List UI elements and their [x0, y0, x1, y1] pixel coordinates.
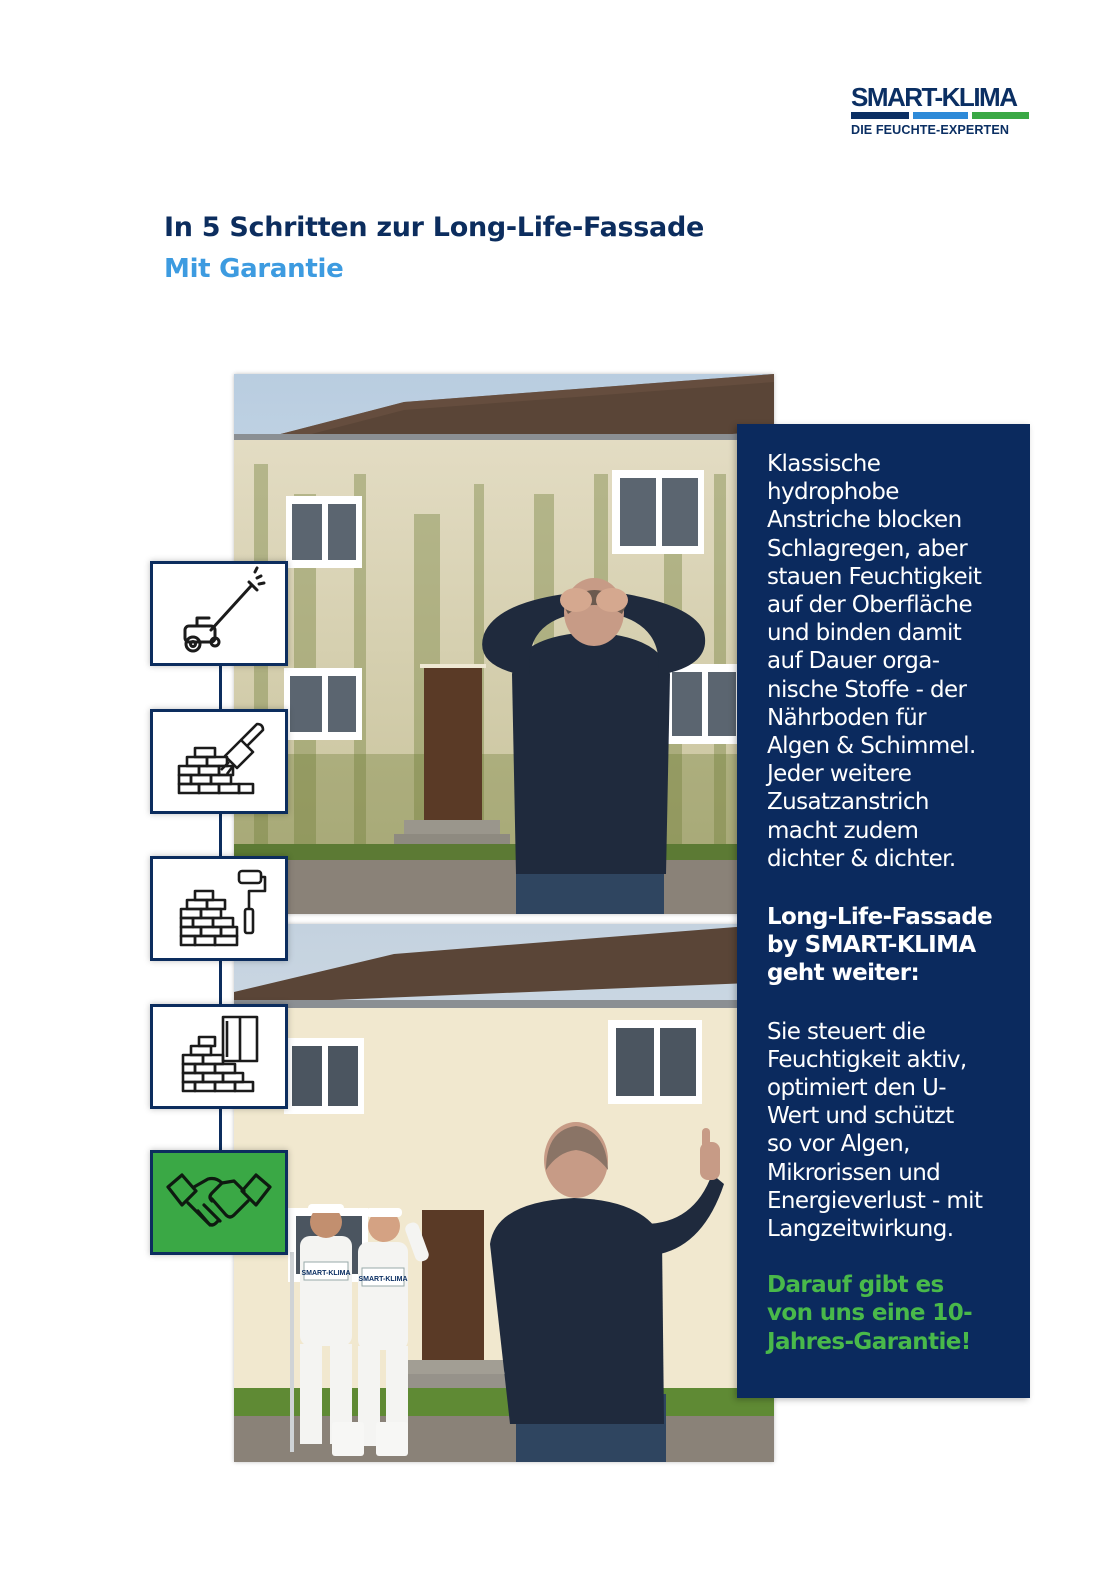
page-title: In 5 Schritten zur Long-Life-Fassade: [164, 212, 705, 243]
logo-bar-green: [972, 112, 1029, 119]
handshake-icon: [164, 1163, 274, 1243]
step-4-window-joints: [150, 1004, 288, 1109]
panel-body-text: Sie steuert die Feuchtigkeit aktiv, optimiert den U- Wert und schützt so vor Algen, Mikrorissen und Energieverlust - mit Langzeitwirkung.: [767, 1018, 983, 1243]
brick-wall-paint-roller-icon: [169, 859, 269, 959]
panel-intro-text: Klassische hydrophobe Anstriche blocken Schlagregen, aber stauen Feuchtigkeit auf der Oberfläche und binden damit auf Dauer orga- nische Stoffe - der Nährboden für Algen & Schimmel. Jeder weitere Zusatzanstrich macht zudem dichter & dichter.: [767, 451, 982, 872]
panel-guarantee-text: Darauf gibt es von uns eine 10- Jahres-Garantie!: [767, 1272, 973, 1355]
photo-after-clean-facade: [234, 924, 774, 1462]
step-5-guarantee: [150, 1150, 288, 1255]
page-subtitle: Mit Garantie: [164, 254, 344, 284]
svg-text:SMART-KLIMA: SMART-KLIMA: [301, 1270, 351, 1277]
panel-highlight-text: Long-Life-Fassade by SMART-KLIMA geht weiter:: [767, 904, 993, 987]
smart-klima-logo: [851, 84, 1029, 137]
logo-color-bars: [851, 112, 1029, 119]
svg-text:SMART-KLIMA: SMART-KLIMA: [358, 1276, 408, 1283]
brick-wall-window-icon: [169, 1007, 269, 1107]
logo-tagline: DIE FEUCHTE-EXPERTEN: [851, 123, 1010, 137]
logo-bar-blue: [913, 112, 968, 119]
brick-wall-brush-icon: [169, 712, 269, 812]
step-1-cleaning: [150, 561, 288, 666]
pressure-washer-icon: [169, 564, 269, 664]
photo-before-mossy-facade: [234, 374, 774, 914]
step-3-rolling: [150, 856, 288, 961]
logo-bar-navy: [851, 112, 909, 119]
logo-name: SMART-KLIMA: [851, 82, 1017, 112]
info-panel: [737, 424, 1030, 1398]
step-2-brushing: [150, 709, 288, 814]
